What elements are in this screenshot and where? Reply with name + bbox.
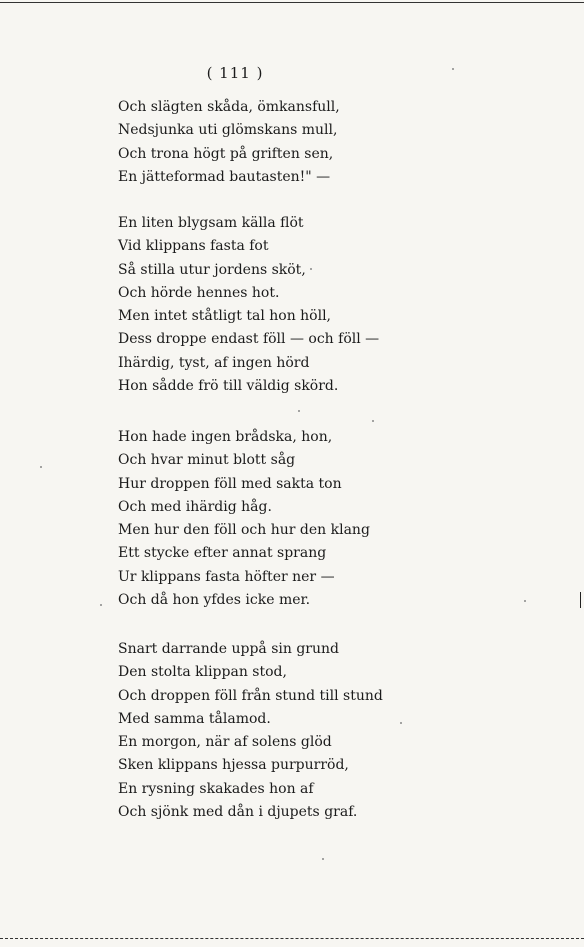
poem-line: Snart darrande uppå sin grund bbox=[118, 641, 339, 657]
poem-line: Ur klippans fasta höfter ner — bbox=[118, 568, 335, 585]
poem-line: Nedsjunka uti glömskans mull, bbox=[118, 122, 338, 139]
poem-line: Och sjönk med dån i djupets graf. bbox=[118, 804, 358, 821]
poem-line: Hon sådde frö till väldig skörd. bbox=[118, 378, 339, 395]
poem-line: Och hörde hennes hot. bbox=[118, 284, 280, 301]
scan-speck bbox=[372, 420, 374, 422]
scan-speck bbox=[452, 68, 454, 70]
scan-speck bbox=[298, 410, 300, 412]
stanza-2 bbox=[118, 212, 379, 398]
poem-line: Ihärdig, tyst, af ingen hörd bbox=[118, 354, 310, 371]
poem-line: En liten blygsam källa flöt bbox=[118, 215, 304, 231]
poem-line: Hur droppen föll med sakta ton bbox=[118, 475, 342, 492]
stanza-3 bbox=[118, 426, 370, 612]
poem-line: Med samma tålamod. bbox=[118, 710, 271, 727]
stanza-1 bbox=[118, 96, 340, 189]
bottom-rule bbox=[0, 938, 584, 941]
poem-line: Dess droppe endast föll — och föll — bbox=[118, 331, 380, 348]
poem-line: En jätteformad bautasten!" — bbox=[118, 168, 331, 185]
poem-line: Och hvar minut blott såg bbox=[118, 452, 296, 469]
poem-line: Och droppen föll från stund till stund bbox=[118, 687, 383, 704]
scan-speck bbox=[310, 268, 312, 270]
scan-speck bbox=[100, 604, 102, 606]
poem-line: En morgon, när af solens glöd bbox=[118, 734, 332, 751]
poem-line: Vid klippans fasta fot bbox=[118, 238, 269, 255]
stanza-4 bbox=[118, 638, 383, 824]
poem-line: En rysning skakades hon af bbox=[118, 780, 314, 797]
poem-line: Och med ihärdig håg. bbox=[118, 498, 272, 515]
poem-line: Sken klippans hjessa purpurröd, bbox=[118, 757, 349, 774]
poem-line: Och trona högt på griften sen, bbox=[118, 145, 334, 162]
poem-line: Men intet ståtligt tal hon höll, bbox=[118, 308, 332, 325]
poem-line: Så stilla utur jordens sköt, bbox=[118, 261, 306, 278]
poem-line: Ett stycke efter annat sprang bbox=[118, 545, 327, 562]
scan-speck bbox=[40, 466, 42, 468]
top-rule bbox=[0, 2, 584, 3]
poem-line: Men hur den föll och hur den klang bbox=[118, 522, 370, 539]
scan-speck bbox=[524, 600, 526, 602]
scan-speck bbox=[322, 858, 324, 860]
page-number: ( 111 ) bbox=[206, 64, 264, 82]
poem-line: Och slägten skåda, ömkansfull, bbox=[118, 99, 340, 115]
poem-line: Och då hon yfdes icke mer. bbox=[118, 592, 311, 609]
poem-line: Den stolta klippan stod, bbox=[118, 664, 287, 681]
poem-line: Hon hade ingen brådska, hon, bbox=[118, 429, 333, 445]
scan-edge-mark bbox=[580, 592, 581, 608]
scan-speck bbox=[400, 722, 402, 724]
